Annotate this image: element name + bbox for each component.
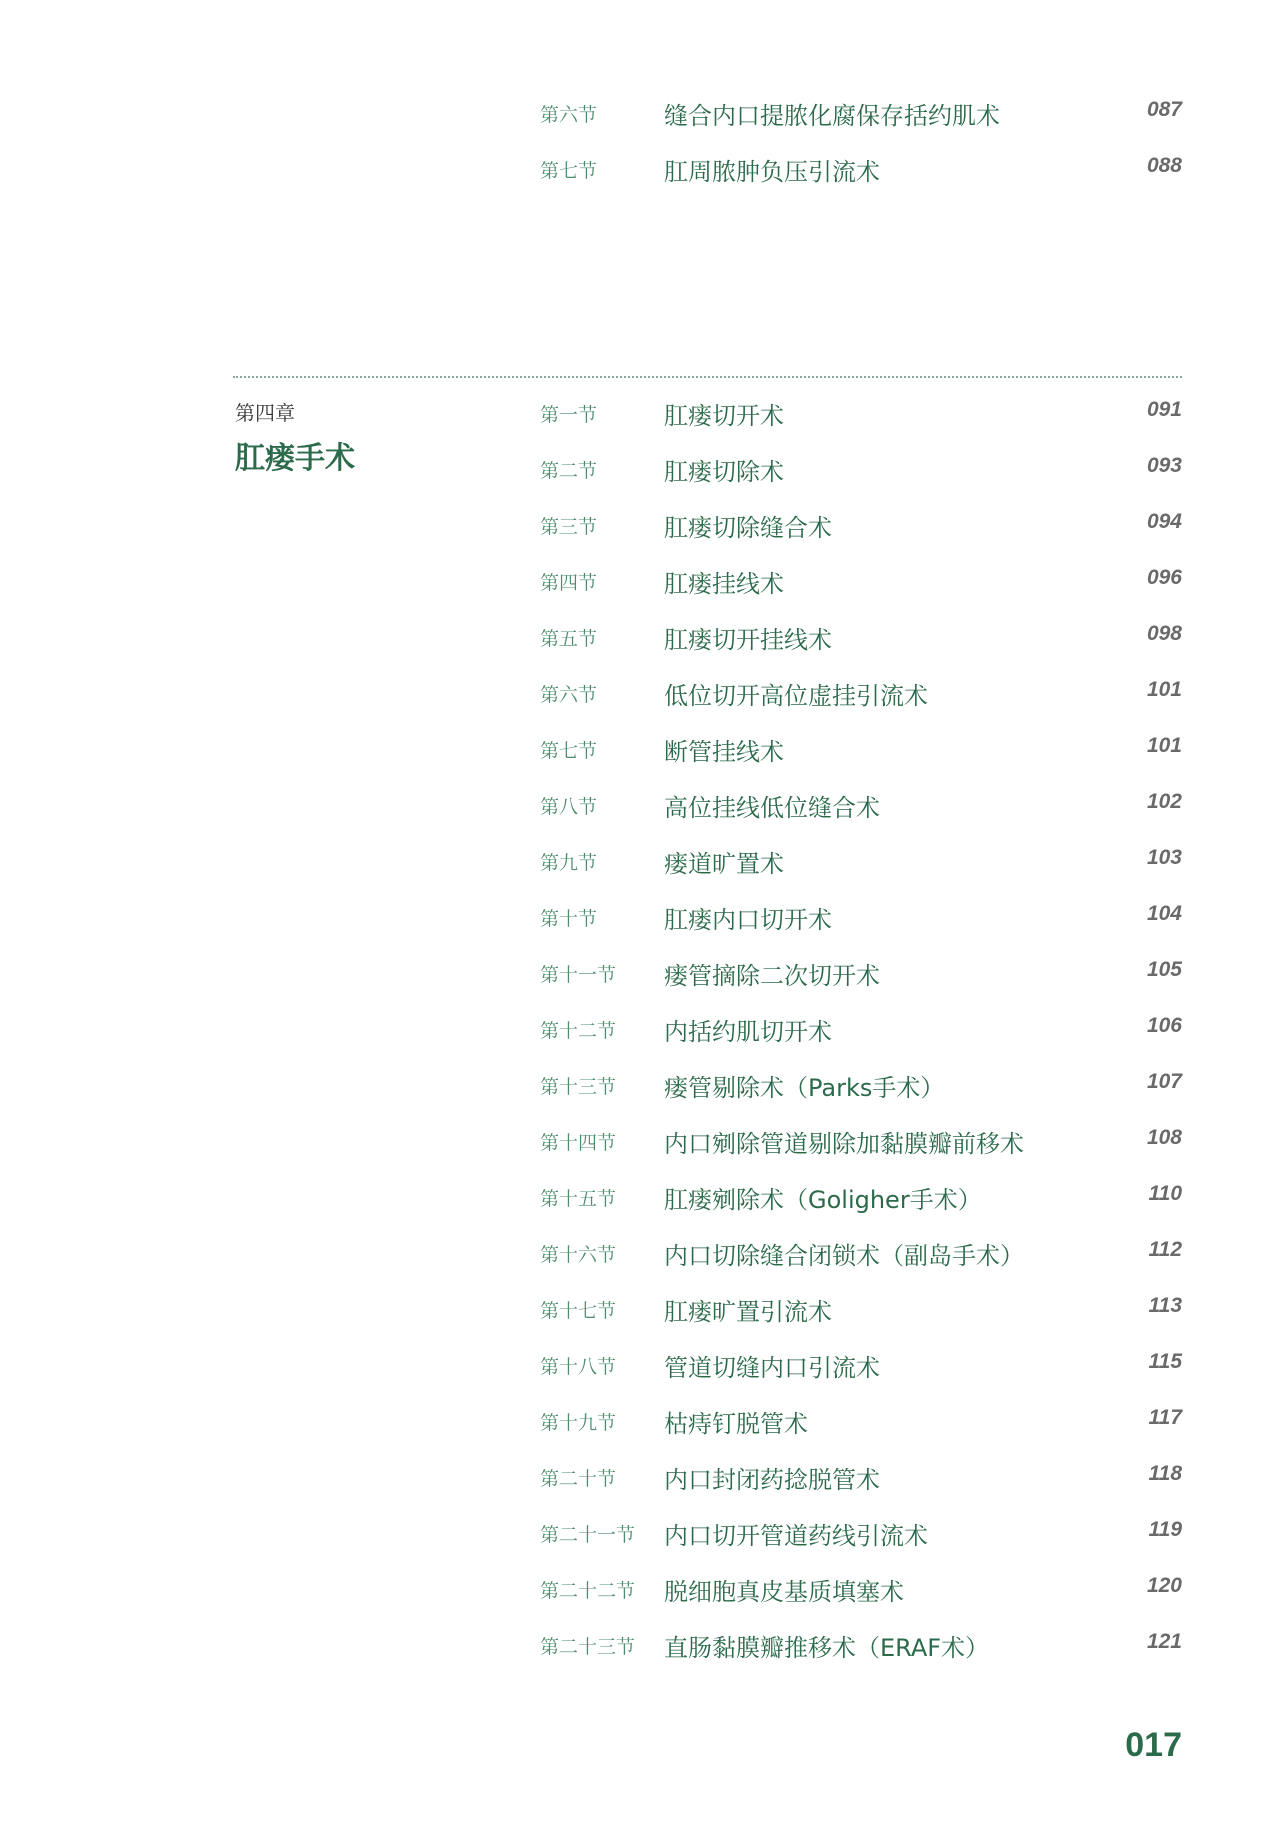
- chapter-divider: [233, 376, 1182, 378]
- toc-entry[interactable]: [540, 396, 1182, 430]
- toc-entry[interactable]: [540, 1012, 1182, 1046]
- section-label: 第十一节: [540, 964, 617, 986]
- page-number: 108: [1146, 1126, 1182, 1149]
- entry-title: 肛瘘挂线术: [664, 570, 784, 598]
- toc-entry[interactable]: [540, 676, 1182, 710]
- page-number: 102: [1146, 790, 1182, 813]
- toc-entry[interactable]: [540, 1236, 1182, 1270]
- chapter-title[interactable]: 肛瘘手术: [235, 441, 355, 476]
- section-label: 第二十节: [540, 1468, 617, 1490]
- section-label: 第十七节: [540, 1300, 617, 1322]
- toc-entry[interactable]: [540, 956, 1182, 990]
- section-label: 第十三节: [540, 1076, 617, 1098]
- page-number: 093: [1146, 454, 1182, 477]
- entry-title: 内口封闭药捻脱管术: [664, 1466, 880, 1494]
- section-label: 第十五节: [540, 1188, 617, 1210]
- page-folio: 017: [1125, 1726, 1182, 1764]
- toc-entry[interactable]: [540, 1124, 1182, 1158]
- section-label: 第十六节: [540, 1244, 617, 1266]
- section-label: 第六节: [540, 104, 598, 126]
- toc-entry[interactable]: [540, 564, 1182, 598]
- toc-entry[interactable]: [540, 1404, 1182, 1438]
- page-number: 101: [1146, 678, 1182, 701]
- toc-entry[interactable]: [540, 788, 1182, 822]
- toc-entry[interactable]: [540, 620, 1182, 654]
- section-label: 第三节: [540, 516, 598, 538]
- entry-title: 肛瘘旷置引流术: [664, 1298, 832, 1326]
- page-number: 119: [1148, 1518, 1182, 1541]
- entry-title: 缝合内口提脓化腐保存括约肌术: [664, 102, 1000, 130]
- page-number: 113: [1148, 1294, 1182, 1317]
- section-label: 第八节: [540, 796, 598, 818]
- entry-title: 肛瘘切开术: [664, 402, 784, 430]
- page-number: 094: [1146, 510, 1182, 533]
- page-number: 101: [1146, 734, 1182, 757]
- page-number: 098: [1146, 622, 1182, 645]
- section-label: 第十四节: [540, 1132, 617, 1154]
- section-label: 第十二节: [540, 1020, 617, 1042]
- toc-entry[interactable]: [540, 900, 1182, 934]
- section-label: 第四节: [540, 572, 598, 594]
- chapter-label: 第四章: [235, 401, 295, 425]
- page-number: 088: [1146, 154, 1182, 177]
- entry-title: 瘘管摘除二次切开术: [664, 962, 880, 990]
- section-label: 第一节: [540, 404, 598, 426]
- page-number: 118: [1148, 1462, 1182, 1485]
- page-number: 107: [1146, 1070, 1182, 1093]
- toc-entry[interactable]: [540, 1068, 1182, 1102]
- page-number: 121: [1146, 1630, 1182, 1653]
- toc-entry[interactable]: [540, 1348, 1182, 1382]
- page-number: 112: [1148, 1238, 1182, 1261]
- page-number: 096: [1146, 566, 1182, 589]
- section-label: 第二十一节: [540, 1524, 636, 1546]
- page-number: 115: [1148, 1350, 1182, 1373]
- entry-title: 脱细胞真皮基质填塞术: [664, 1578, 904, 1606]
- page-number: 087: [1146, 98, 1182, 121]
- page-number: 110: [1148, 1182, 1182, 1205]
- entry-title: 断管挂线术: [664, 738, 784, 766]
- toc-entry[interactable]: [540, 1180, 1182, 1214]
- entry-title: 内口剜除管道剔除加黏膜瓣前移术: [664, 1130, 1024, 1158]
- entry-title: 瘘管剔除术（Parks手术）: [664, 1074, 945, 1102]
- section-label: 第七节: [540, 160, 598, 182]
- toc-entry[interactable]: [540, 844, 1182, 878]
- section-label: 第十节: [540, 908, 598, 930]
- section-label: 第二十三节: [540, 1636, 636, 1658]
- entry-title: 管道切缝内口引流术: [664, 1354, 880, 1382]
- entry-title: 内括约肌切开术: [664, 1018, 832, 1046]
- entry-title: 内口切除缝合闭锁术（副岛手术）: [664, 1242, 1024, 1270]
- section-label: 第二十二节: [540, 1580, 636, 1602]
- section-label: 第二节: [540, 460, 598, 482]
- entry-title: 肛瘘切开挂线术: [664, 626, 832, 654]
- entry-title: 直肠黏膜瓣推移术（ERAF术）: [664, 1634, 990, 1662]
- section-label: 第五节: [540, 628, 598, 650]
- entry-title: 肛瘘切除缝合术: [664, 514, 832, 542]
- toc-entry[interactable]: [540, 1292, 1182, 1326]
- page-number: 103: [1146, 846, 1182, 869]
- section-label: 第十八节: [540, 1356, 617, 1378]
- entry-title: 肛瘘剜除术（Goligher手术）: [664, 1186, 982, 1214]
- toc-entry[interactable]: [540, 1572, 1182, 1606]
- toc-entry[interactable]: [540, 452, 1182, 486]
- entry-title: 肛周脓肿负压引流术: [664, 158, 880, 186]
- section-label: 第十九节: [540, 1412, 617, 1434]
- entry-title: 肛瘘切除术: [664, 458, 784, 486]
- toc-entry[interactable]: [540, 96, 1182, 130]
- section-label: 第九节: [540, 852, 598, 874]
- entry-title: 内口切开管道药线引流术: [664, 1522, 928, 1550]
- toc-entry[interactable]: [540, 508, 1182, 542]
- entry-title: 低位切开高位虚挂引流术: [664, 682, 928, 710]
- page-number: 117: [1148, 1406, 1182, 1429]
- toc-entry[interactable]: [540, 1628, 1182, 1662]
- entry-title: 高位挂线低位缝合术: [664, 794, 880, 822]
- page-number: 106: [1146, 1014, 1182, 1037]
- page-number: 120: [1146, 1574, 1182, 1597]
- page-number: 091: [1146, 398, 1182, 421]
- page-number: 104: [1146, 902, 1182, 925]
- entry-title: 肛瘘内口切开术: [664, 906, 832, 934]
- page-number: 105: [1146, 958, 1182, 981]
- entry-title: 瘘道旷置术: [664, 850, 784, 878]
- entry-title: 枯痔钉脱管术: [664, 1410, 808, 1438]
- toc-entry[interactable]: [540, 732, 1182, 766]
- section-label: 第七节: [540, 740, 598, 762]
- toc-entry[interactable]: [540, 1516, 1182, 1550]
- section-label: 第六节: [540, 684, 598, 706]
- toc-entry[interactable]: [540, 1460, 1182, 1494]
- toc-entry[interactable]: [540, 152, 1182, 186]
